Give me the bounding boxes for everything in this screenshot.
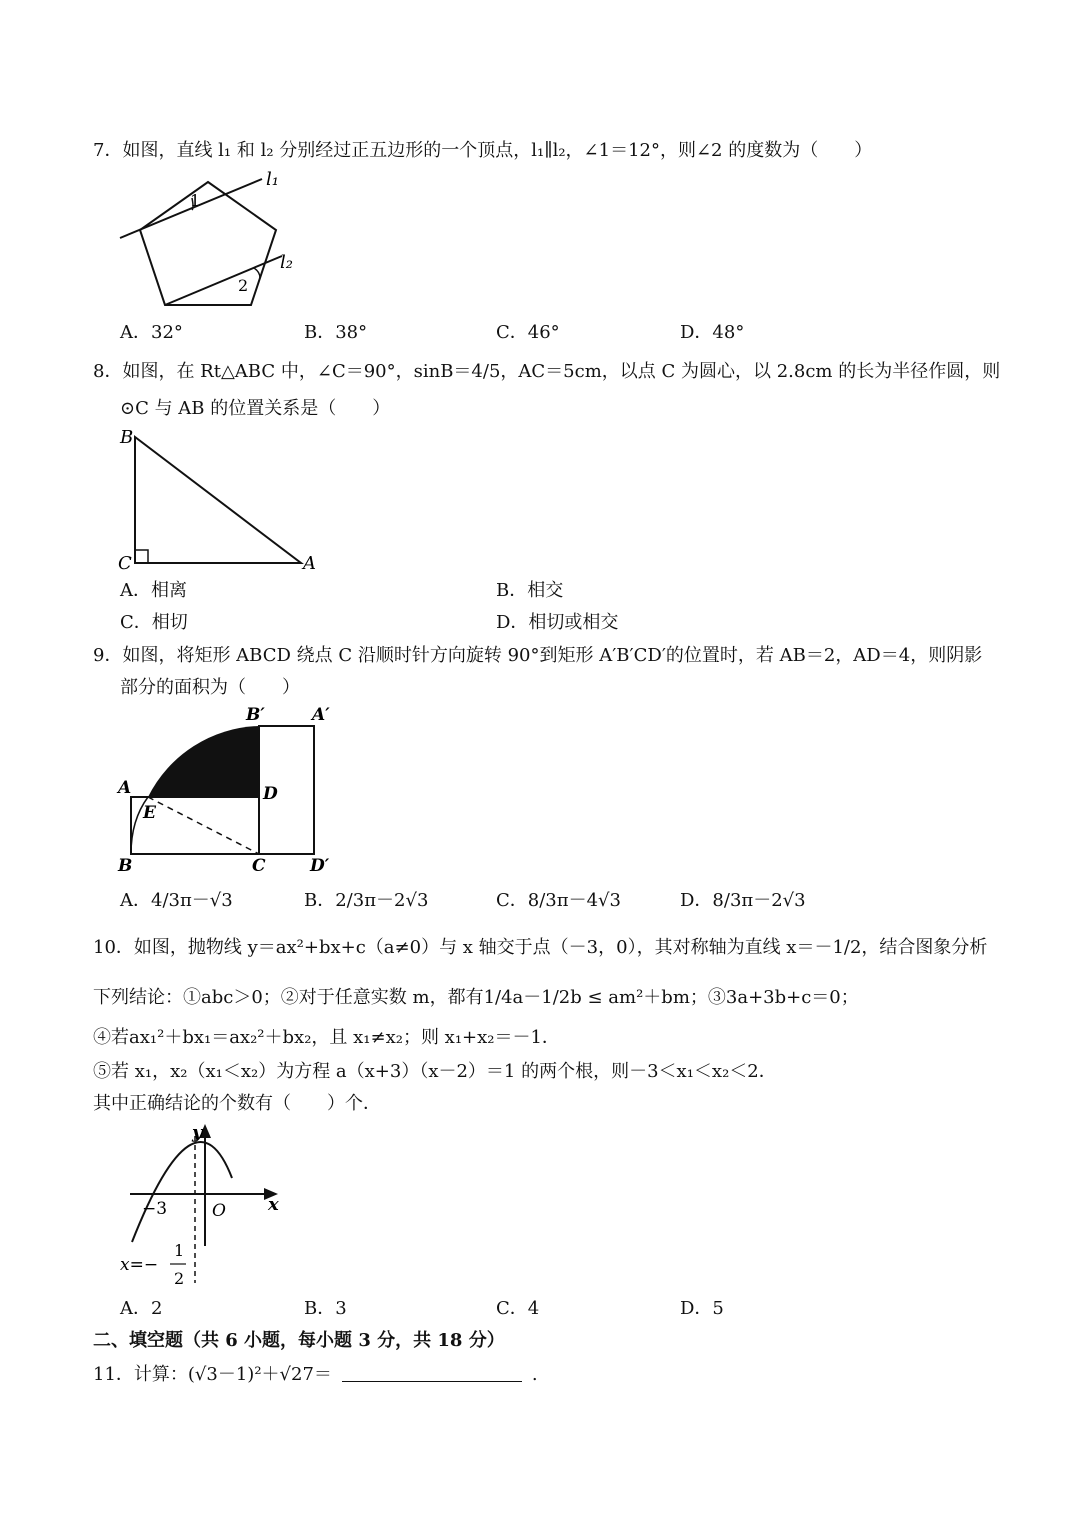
right-angle-mark [135,550,148,563]
q10-stem-line3: ④若ax₁²＋bx₁＝ax₂²＋bx₂，且 x₁≠x₂；则 x₁+x₂＝－1． [93,1027,560,1048]
q8-option-c: C．相切 [120,612,188,633]
q10-stem-line5: 其中正确结论的个数有（ ）个． [93,1093,381,1114]
q8-option-a: A．相离 [120,580,187,601]
q8-option-d: D．相切或相交 [496,612,619,633]
line-l2 [165,256,282,305]
label-d: D [263,784,278,804]
q8-option-b: B．相交 [496,580,564,601]
q9-stem-line2: 部分的面积为（ ） [120,677,300,698]
label-bp: B′ [246,705,265,725]
label-angle-1: 1 [190,191,201,210]
parabola [132,1142,232,1242]
dashed-ce [148,797,259,854]
label-neg3: −3 [142,1199,168,1219]
q10-option-d: D．5 [680,1298,724,1319]
label-b: B [120,427,134,448]
q10-stem-line4: ⑤若 x₁，x₂（x₁＜x₂）为方程 a（x+3）（x－2）＝1 的两个根，则－3＜x₁＜x₂＜2． [93,1061,777,1082]
q7-stem: 7．如图，直线 l₁ 和 l₂ 分别经过正五边形的一个顶点，l₁∥l₂，∠1＝12°，则∠2 的度数为（ ） [93,140,873,161]
q9-option-d: D．8/3π－2√3 [680,890,806,911]
q8-stem-line2: ⊙C 与 AB 的位置关系是（ ） [120,398,391,419]
q7-option-c: C．46° [496,322,560,343]
q9-rectangle-figure [112,700,342,880]
q11-answer-blank[interactable] [342,1363,522,1382]
shaded-region [148,726,259,797]
label-c: C [252,856,266,876]
q11-stem [93,1363,538,1387]
q7-option-b: B．38° [304,322,368,343]
label-l2: l₂ [280,252,293,273]
label-x: x [268,1194,279,1215]
label-axis-x: x=− [120,1255,159,1275]
label-a: A [303,553,316,574]
label-axis-num: 1 [174,1241,185,1260]
q8-stem-line1: 8．如图，在 Rt△ABC 中，∠C＝90°，sinB＝4/5，AC＝5cm，以点 C 为圆心，以 2.8cm 的长为半径作圆，则 [93,361,1001,382]
label-dp: D′ [310,856,330,876]
label-e: E [143,803,156,823]
angle-2-arc [254,268,260,278]
q10-option-c: C．4 [496,1298,540,1319]
label-a: A [118,778,132,798]
q9-option-a: A．4/3π－√3 [120,890,233,911]
label-l1: l₁ [266,169,279,190]
q7-option-a: A．32° [120,322,183,343]
label-y: y [192,1122,203,1143]
q8-triangle-figure [115,425,325,575]
label-axis-den: 2 [174,1269,185,1288]
q10-option-a: A．2 [120,1298,163,1319]
q10-stem-line1: 10．如图，抛物线 y＝ax²+bx+c（a≠0）与 x 轴交于点（－3，0），其对称轴为直线 x＝－1/2，结合图象分析 [93,937,988,958]
label-ap: A′ [312,705,330,725]
q11-suffix: . [531,1364,538,1385]
q7-pentagon-figure [110,168,310,313]
label-angle-2: 2 [238,276,249,295]
triangle-abc [135,437,301,563]
q10-parabola-figure [108,1118,298,1293]
q9-option-b: B．2/3π－2√3 [304,890,429,911]
q10-stem-line2: 下列结论：①abc＞0；②对于任意实数 m，都有1/4a－1/2b ≤ am²＋bm；③3a+3b+c＝0； [93,987,859,1008]
q11-prefix: 11．计算：(√3－1)²＋√27＝ [93,1364,332,1385]
q9-stem-line1: 9．如图，将矩形 ABCD 绕点 C 沿顺时针方向旋转 90°到矩形 A′B′CD′的位置时，若 AB＝2，AD＝4，则阴影 [93,645,983,666]
section-2-title: 二、填空题（共 6 小题，每小题 3 分，共 18 分） [93,1330,505,1351]
label-c: C [118,553,132,574]
q7-option-d: D．48° [680,322,745,343]
q9-option-c: C．8/3π－4√3 [496,890,621,911]
label-b: B [118,856,133,876]
q10-option-b: B．3 [304,1298,347,1319]
label-o: O [212,1201,226,1221]
